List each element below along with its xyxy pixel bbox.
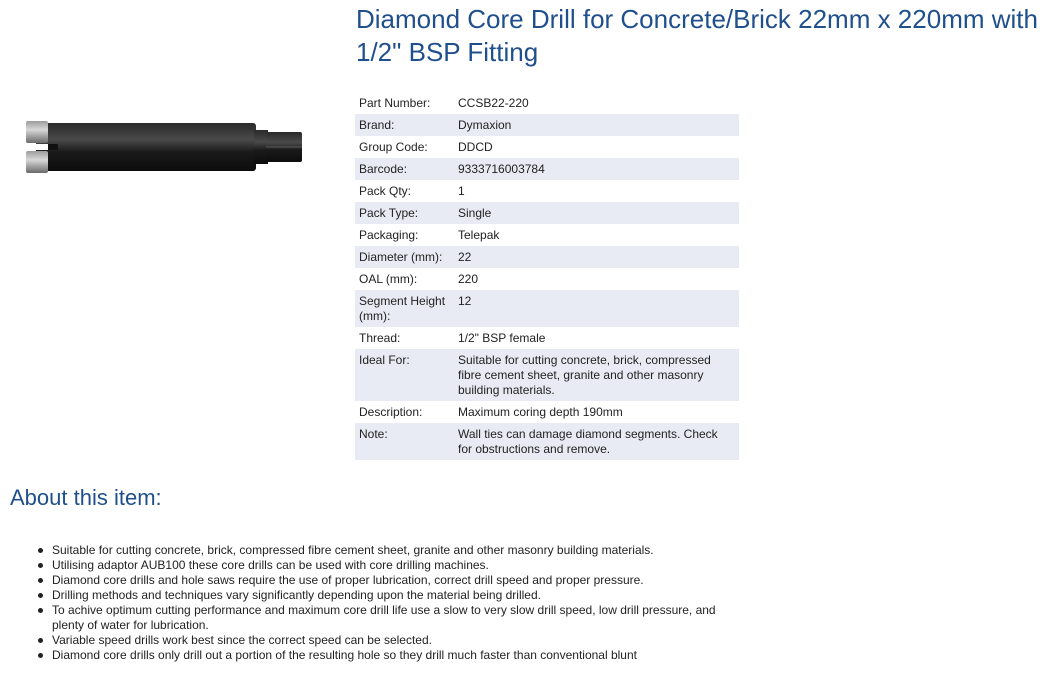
spec-row <box>355 180 739 202</box>
spec-value: 220 <box>458 272 479 286</box>
spec-value: Maximum coring depth 190mm <box>458 405 623 419</box>
list-item: Drilling methods and techniques vary significantly depending upon the material being drilled. <box>52 588 732 603</box>
spec-label: Ideal For: <box>355 349 454 401</box>
spec-value: 9333716003784 <box>454 158 739 180</box>
spec-value: 1 <box>458 184 465 198</box>
about-heading: About this item: <box>10 485 162 510</box>
spec-row <box>355 268 739 290</box>
spec-row <box>355 158 739 180</box>
feature-list <box>52 543 732 663</box>
spec-label: Pack Type: <box>355 202 454 224</box>
spec-row <box>355 114 739 136</box>
core-drill-bit-image <box>22 110 304 186</box>
spec-row <box>355 202 739 224</box>
spec-label: Barcode: <box>355 158 454 180</box>
spec-row <box>355 327 739 349</box>
spec-value: Dymaxion <box>454 114 739 136</box>
spec-label: Description: <box>359 405 423 419</box>
spec-label: Note: <box>355 423 454 460</box>
product-image <box>22 110 304 186</box>
spec-label: Packaging: <box>359 228 419 242</box>
spec-label: Brand: <box>355 114 454 136</box>
list-item: To achive optimum cutting performance and maximum core drill life use a slow to very slow drill speed, low drill pressure, and plenty of water for lubrication. <box>52 603 732 633</box>
spec-label: Group Code: <box>359 140 428 154</box>
spec-value: Single <box>454 202 739 224</box>
spec-value: DDCD <box>458 140 493 154</box>
spec-value: Telepak <box>458 228 500 242</box>
list-item: Variable speed drills work best since the correct speed can be selected. <box>52 633 732 648</box>
spec-row <box>355 349 739 401</box>
spec-value: 12 <box>454 290 739 327</box>
spec-row <box>355 246 739 268</box>
spec-row <box>355 423 739 460</box>
spec-label: Thread: <box>359 331 401 345</box>
spec-value: 1/2" BSP female <box>458 331 546 345</box>
spec-label: Part Number: <box>359 96 431 110</box>
spec-row <box>355 136 739 158</box>
list-item: Suitable for cutting concrete, brick, compressed fibre cement sheet, granite and other masonry building materials. <box>52 543 732 558</box>
spec-value: 22 <box>454 246 739 268</box>
list-item: Utilising adaptor AUB100 these core drills can be used with core drilling machines. <box>52 558 732 573</box>
spec-label: OAL (mm): <box>359 272 418 286</box>
spec-row <box>355 401 739 423</box>
spec-value: CCSB22-220 <box>458 96 529 110</box>
list-item: Diamond core drills and hole saws require the use of proper lubrication, correct drill speed and proper pressure. <box>52 573 732 588</box>
spec-row <box>355 290 739 327</box>
spec-label: Pack Qty: <box>359 184 412 198</box>
list-item: Diamond core drills only drill out a portion of the resulting hole so they drill much faster than conventional blunt <box>52 648 732 663</box>
spec-value: Wall ties can damage diamond segments. Check for obstructions and remove. <box>454 423 739 460</box>
product-title: Diamond Core Drill for Concrete/Brick 22mm x 220mm with 1/2" BSP Fitting <box>356 4 1038 67</box>
spec-table <box>355 92 739 460</box>
spec-label: Diameter (mm): <box>355 246 454 268</box>
spec-label: Segment Height (mm): <box>355 290 454 327</box>
spec-value: Suitable for cutting concrete, brick, compressed fibre cement sheet, granite and other masonry building materials. <box>454 349 739 401</box>
spec-row <box>355 92 739 114</box>
spec-row <box>355 224 739 246</box>
